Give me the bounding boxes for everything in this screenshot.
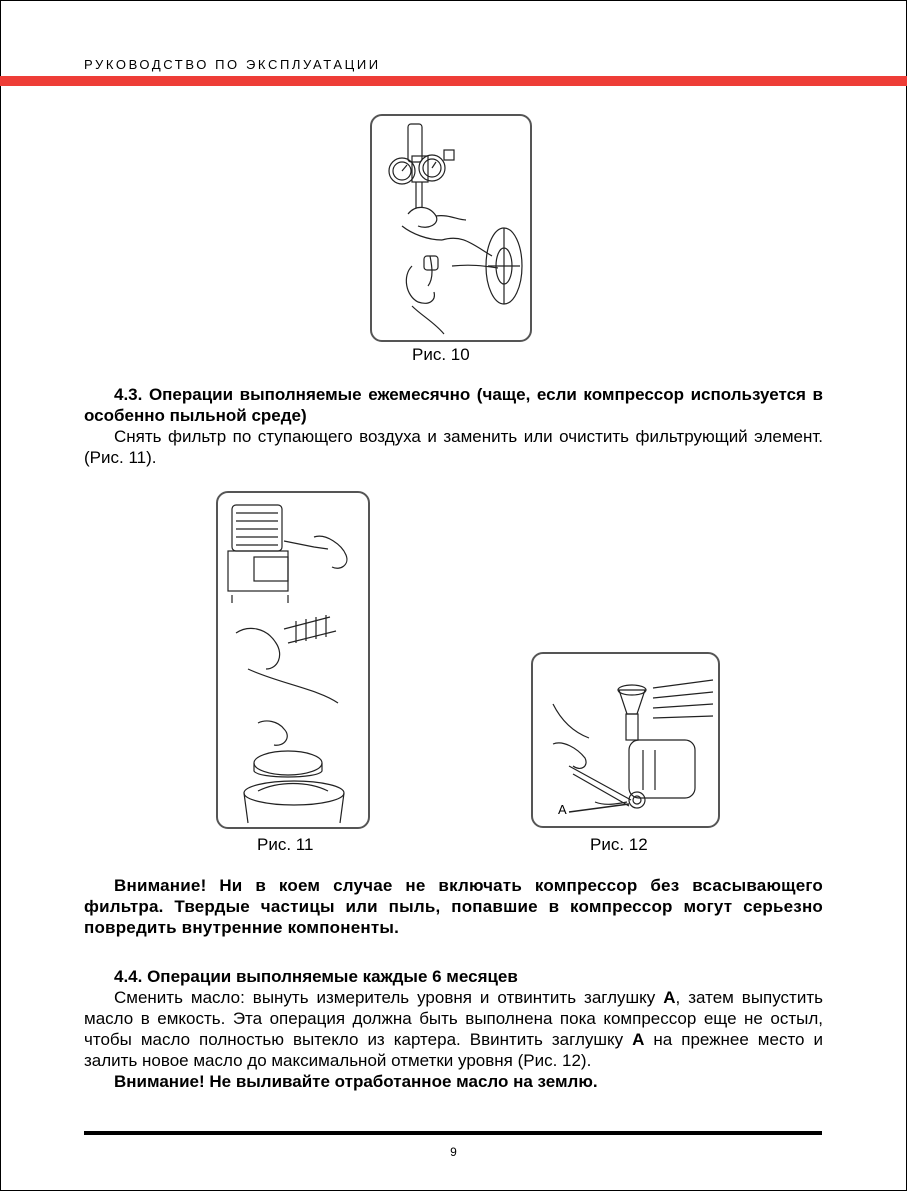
warning-filter <box>84 875 823 938</box>
figure-10-caption: Рис. 10 <box>412 345 470 364</box>
warning-filter-text: Внимание! Ни в коем случае не включать компрессор без всасывающего фильтра. Твердые частицы или пыль, попавшие в компрессор могут серьезно повредить внутренние компоненты. <box>84 876 823 937</box>
figure-11-caption: Рис. 11 <box>257 835 314 854</box>
page-number: 9 <box>450 1145 457 1159</box>
section-4-3-heading: 4.3. Операции выполняемые ежемесячно (чаще, если компрессор используется в особенно пыльной среде) <box>84 385 823 425</box>
plug-marker-a-2: А <box>632 1030 645 1049</box>
figure-11 <box>216 491 370 829</box>
body-part-1: Сменить масло: вынуть измеритель уровня и отвинтить заглушку <box>114 988 656 1007</box>
figure-10 <box>370 114 532 342</box>
oil-change-illustration <box>533 654 718 826</box>
header-band <box>0 76 907 86</box>
air-filter-illustration <box>218 493 368 827</box>
figure-12 <box>531 652 720 828</box>
section-4-3 <box>84 384 823 468</box>
figure-12-caption: Рис. 12 <box>590 835 648 854</box>
body-part-2: , затем выпустить масло в емкость. Эта операция должна быть выполнена пока компрессор еще не остыл, чтобы масло полностью вытекло из картера. Ввинтить заглушку <box>84 988 823 1049</box>
filter-regulator-illustration <box>372 116 530 340</box>
footer-rule <box>84 1131 822 1135</box>
section-4-4-body <box>84 987 823 1071</box>
oil-disposal-warning: Внимание! Не выливайте отработанное масло на землю. <box>114 1072 598 1091</box>
plug-marker-a: А <box>663 988 676 1007</box>
section-4-3-body: Снять фильтр по ступающего воздуха и заменить или очистить фильтрующий элемент. (Рис. 11). <box>84 427 823 467</box>
section-4-4 <box>84 966 823 1092</box>
body-part-3: на прежнее место и залить новое масло до максимальной отметки уровня (Рис. 12). <box>84 1030 823 1070</box>
header-title: РУКОВОДСТВО ПО ЭКСПЛУАТАЦИИ <box>84 57 381 72</box>
marker-a-label: A <box>558 802 567 817</box>
section-4-4-heading: 4.4. Операции выполняемые каждые 6 месяцев <box>114 967 518 986</box>
